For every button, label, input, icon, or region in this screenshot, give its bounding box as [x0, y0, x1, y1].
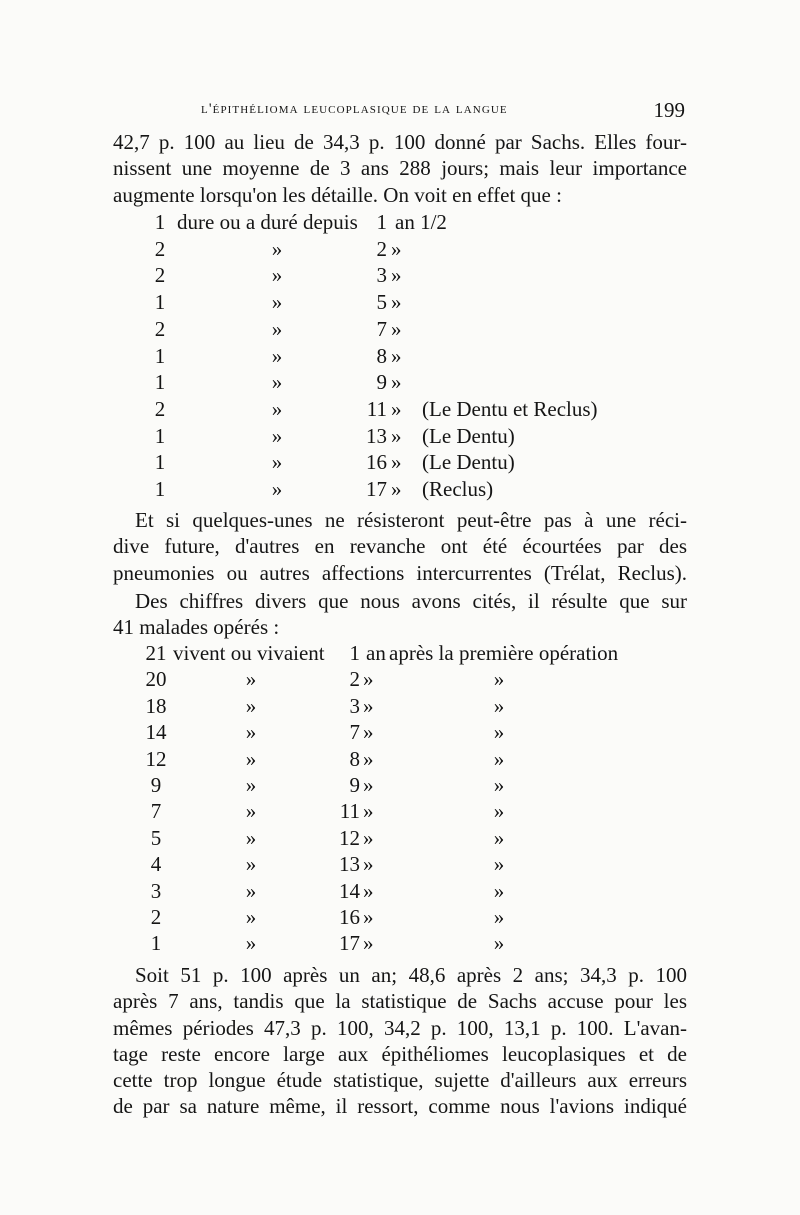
unit-cell: an — [366, 641, 386, 665]
text-line: 41 malades opérés : — [113, 615, 280, 640]
count-cell: 7 — [150, 799, 162, 824]
years-cell: 11 — [339, 799, 360, 824]
text-line: tage reste encore large aux épithéliomes leucoplasiques et de — [113, 1041, 687, 1066]
text-line: Et si quelques-unes ne résisteront peut-être pas à une réci- — [135, 508, 687, 532]
unit-cell: » — [363, 878, 374, 903]
ditto-cell: » — [271, 290, 283, 315]
unit-cell: » — [363, 825, 374, 850]
ditto-cell: » — [493, 720, 505, 745]
count-cell: 3 — [150, 878, 162, 903]
text-line: Soit 51 p. 100 après un an; 48,6 après 2 ans; 34,3 p. 100 — [135, 963, 687, 987]
ditto-cell: » — [493, 693, 505, 718]
summary-intro-paragraph — [113, 588, 687, 641]
years-cell: 12 — [339, 825, 360, 850]
years-cell: 17 — [366, 477, 387, 501]
ditto-cell: » — [271, 477, 283, 501]
ditto-cell: » — [493, 746, 505, 771]
text-line: pneumonies ou autres affections intercurrentes (Trélat, Reclus). — [113, 560, 687, 585]
years-cell: 7 — [376, 316, 387, 341]
note-cell: (Le Dentu) — [422, 423, 515, 448]
text-line: dive future, d'autres en revanche ont été écourtées par des — [113, 534, 687, 559]
ditto-cell: » — [271, 370, 283, 395]
count-cell: 2 — [150, 905, 162, 929]
ditto-cell: » — [271, 236, 283, 261]
ditto-cell: » — [245, 720, 257, 745]
ditto-cell: » — [245, 746, 257, 771]
years-cell: 17 — [339, 931, 360, 956]
count-cell: 2 — [154, 396, 166, 421]
unit-cell: » — [391, 450, 402, 475]
count-cell: 12 — [145, 746, 167, 771]
unit-cell: an 1/2 — [395, 210, 447, 234]
years-cell: 14 — [339, 878, 360, 903]
count-cell: 2 — [154, 236, 166, 261]
ditto-cell: » — [493, 905, 505, 929]
conclusion-paragraph — [113, 962, 687, 1120]
years-cell: 1 — [349, 641, 360, 665]
note-cell: (Le Dentu et Reclus) — [422, 396, 598, 421]
unit-cell: » — [363, 905, 374, 929]
years-cell: 16 — [366, 450, 387, 475]
recurrence-paragraph — [113, 507, 687, 586]
text-line: cette trop longue étude statistique, sujette d'ailleurs aux erreurs — [113, 1068, 687, 1093]
ditto-cell: » — [245, 799, 257, 824]
unit-cell: » — [363, 799, 374, 824]
count-cell: 9 — [150, 773, 162, 797]
ditto-cell: » — [493, 878, 505, 903]
unit-cell: » — [391, 263, 402, 288]
unit-cell: » — [363, 852, 374, 877]
unit-cell: » — [363, 667, 374, 692]
ditto-cell: » — [271, 343, 283, 368]
years-cell: 11 — [366, 396, 387, 421]
count-cell: 1 — [154, 477, 166, 501]
years-cell: 7 — [349, 720, 360, 745]
count-cell: 2 — [154, 316, 166, 341]
years-cell: 5 — [376, 290, 387, 315]
years-cell: 8 — [376, 343, 387, 368]
ditto-cell: » — [245, 825, 257, 850]
years-cell: 1 — [376, 210, 387, 234]
ditto-cell: » — [271, 450, 283, 475]
unit-cell: » — [391, 290, 402, 315]
years-cell: 3 — [349, 693, 360, 718]
unit-cell: » — [391, 370, 402, 395]
count-cell: 1 — [154, 210, 166, 234]
unit-cell: » — [391, 343, 402, 368]
unit-cell: » — [391, 236, 402, 261]
unit-cell: » — [391, 423, 402, 448]
count-cell: 20 — [145, 667, 167, 692]
years-cell: 2 — [376, 236, 387, 261]
years-cell: 9 — [349, 773, 360, 797]
unit-cell: » — [391, 477, 402, 501]
count-cell: 1 — [154, 343, 166, 368]
text-line: après 7 ans, tandis que la statistique de Sachs accuse pour les — [113, 989, 687, 1014]
ditto-cell: » — [245, 852, 257, 877]
count-cell: 1 — [150, 931, 162, 956]
unit-cell: » — [363, 931, 374, 956]
count-cell: 1 — [154, 290, 166, 315]
unit-cell: » — [363, 693, 374, 718]
years-cell: 13 — [366, 423, 387, 448]
text-line: mêmes périodes 47,3 p. 100, 34,2 p. 100, 13,1 p. 100. L'avan- — [113, 1015, 687, 1040]
description-cell: dure ou a duré depuis — [177, 210, 358, 234]
text-line: nissent une moyenne de 3 ans 288 jours; mais leur importance — [113, 156, 687, 181]
unit-cell: » — [391, 316, 402, 341]
count-cell: 1 — [154, 423, 166, 448]
ditto-cell: » — [245, 878, 257, 903]
years-cell: 8 — [349, 746, 360, 771]
intro-paragraph — [113, 129, 687, 208]
text-line: Des chiffres divers que nous avons cités, il résulte que sur — [135, 589, 687, 613]
years-cell: 2 — [349, 667, 360, 692]
page-number: 199 — [653, 98, 685, 122]
text-line: de par sa nature même, il ressort, comme nous l'avions indiqué — [113, 1094, 687, 1119]
ditto-cell: » — [271, 423, 283, 448]
unit-cell: » — [363, 720, 374, 745]
count-cell: 5 — [150, 825, 162, 850]
running-header — [115, 100, 685, 126]
ditto-cell: » — [245, 773, 257, 797]
count-cell: 14 — [145, 720, 167, 745]
count-cell: 21 — [145, 641, 167, 665]
ditto-cell: » — [493, 667, 505, 692]
years-cell: 3 — [376, 263, 387, 288]
ditto-cell: » — [493, 852, 505, 877]
ditto-cell: » — [493, 799, 505, 824]
count-cell: 2 — [154, 263, 166, 288]
text-line: augmente lorsqu'on les détaille. On voit en effet que : — [113, 182, 562, 207]
ditto-cell: » — [493, 931, 505, 956]
note-cell: (Le Dentu) — [422, 450, 515, 475]
ditto-cell: » — [245, 693, 257, 718]
count-cell: 1 — [154, 450, 166, 475]
ditto-cell: » — [245, 667, 257, 692]
years-cell: 9 — [376, 370, 387, 395]
note-cell: (Reclus) — [422, 477, 494, 501]
count-cell: 4 — [150, 852, 162, 877]
count-cell: 18 — [145, 693, 167, 718]
ditto-cell: » — [245, 931, 257, 956]
ditto-cell: » — [245, 905, 257, 929]
running-title: l'épithélioma leucoplasique de la langue — [201, 101, 508, 117]
years-cell: 13 — [339, 852, 360, 877]
ditto-cell: » — [271, 263, 283, 288]
text-line: 42,7 p. 100 au lieu de 34,3 p. 100 donné par Sachs. Elles four- — [113, 130, 687, 154]
ditto-cell: » — [271, 316, 283, 341]
years-cell: 16 — [339, 905, 360, 929]
tail-cell: après la première opération — [389, 641, 619, 665]
ditto-cell: » — [493, 773, 505, 797]
ditto-cell: » — [271, 396, 283, 421]
ditto-cell: » — [493, 825, 505, 850]
count-cell: 1 — [154, 370, 166, 395]
unit-cell: » — [391, 396, 402, 421]
description-cell: vivent ou vivaient — [173, 641, 325, 665]
unit-cell: » — [363, 746, 374, 771]
unit-cell: » — [363, 773, 374, 797]
